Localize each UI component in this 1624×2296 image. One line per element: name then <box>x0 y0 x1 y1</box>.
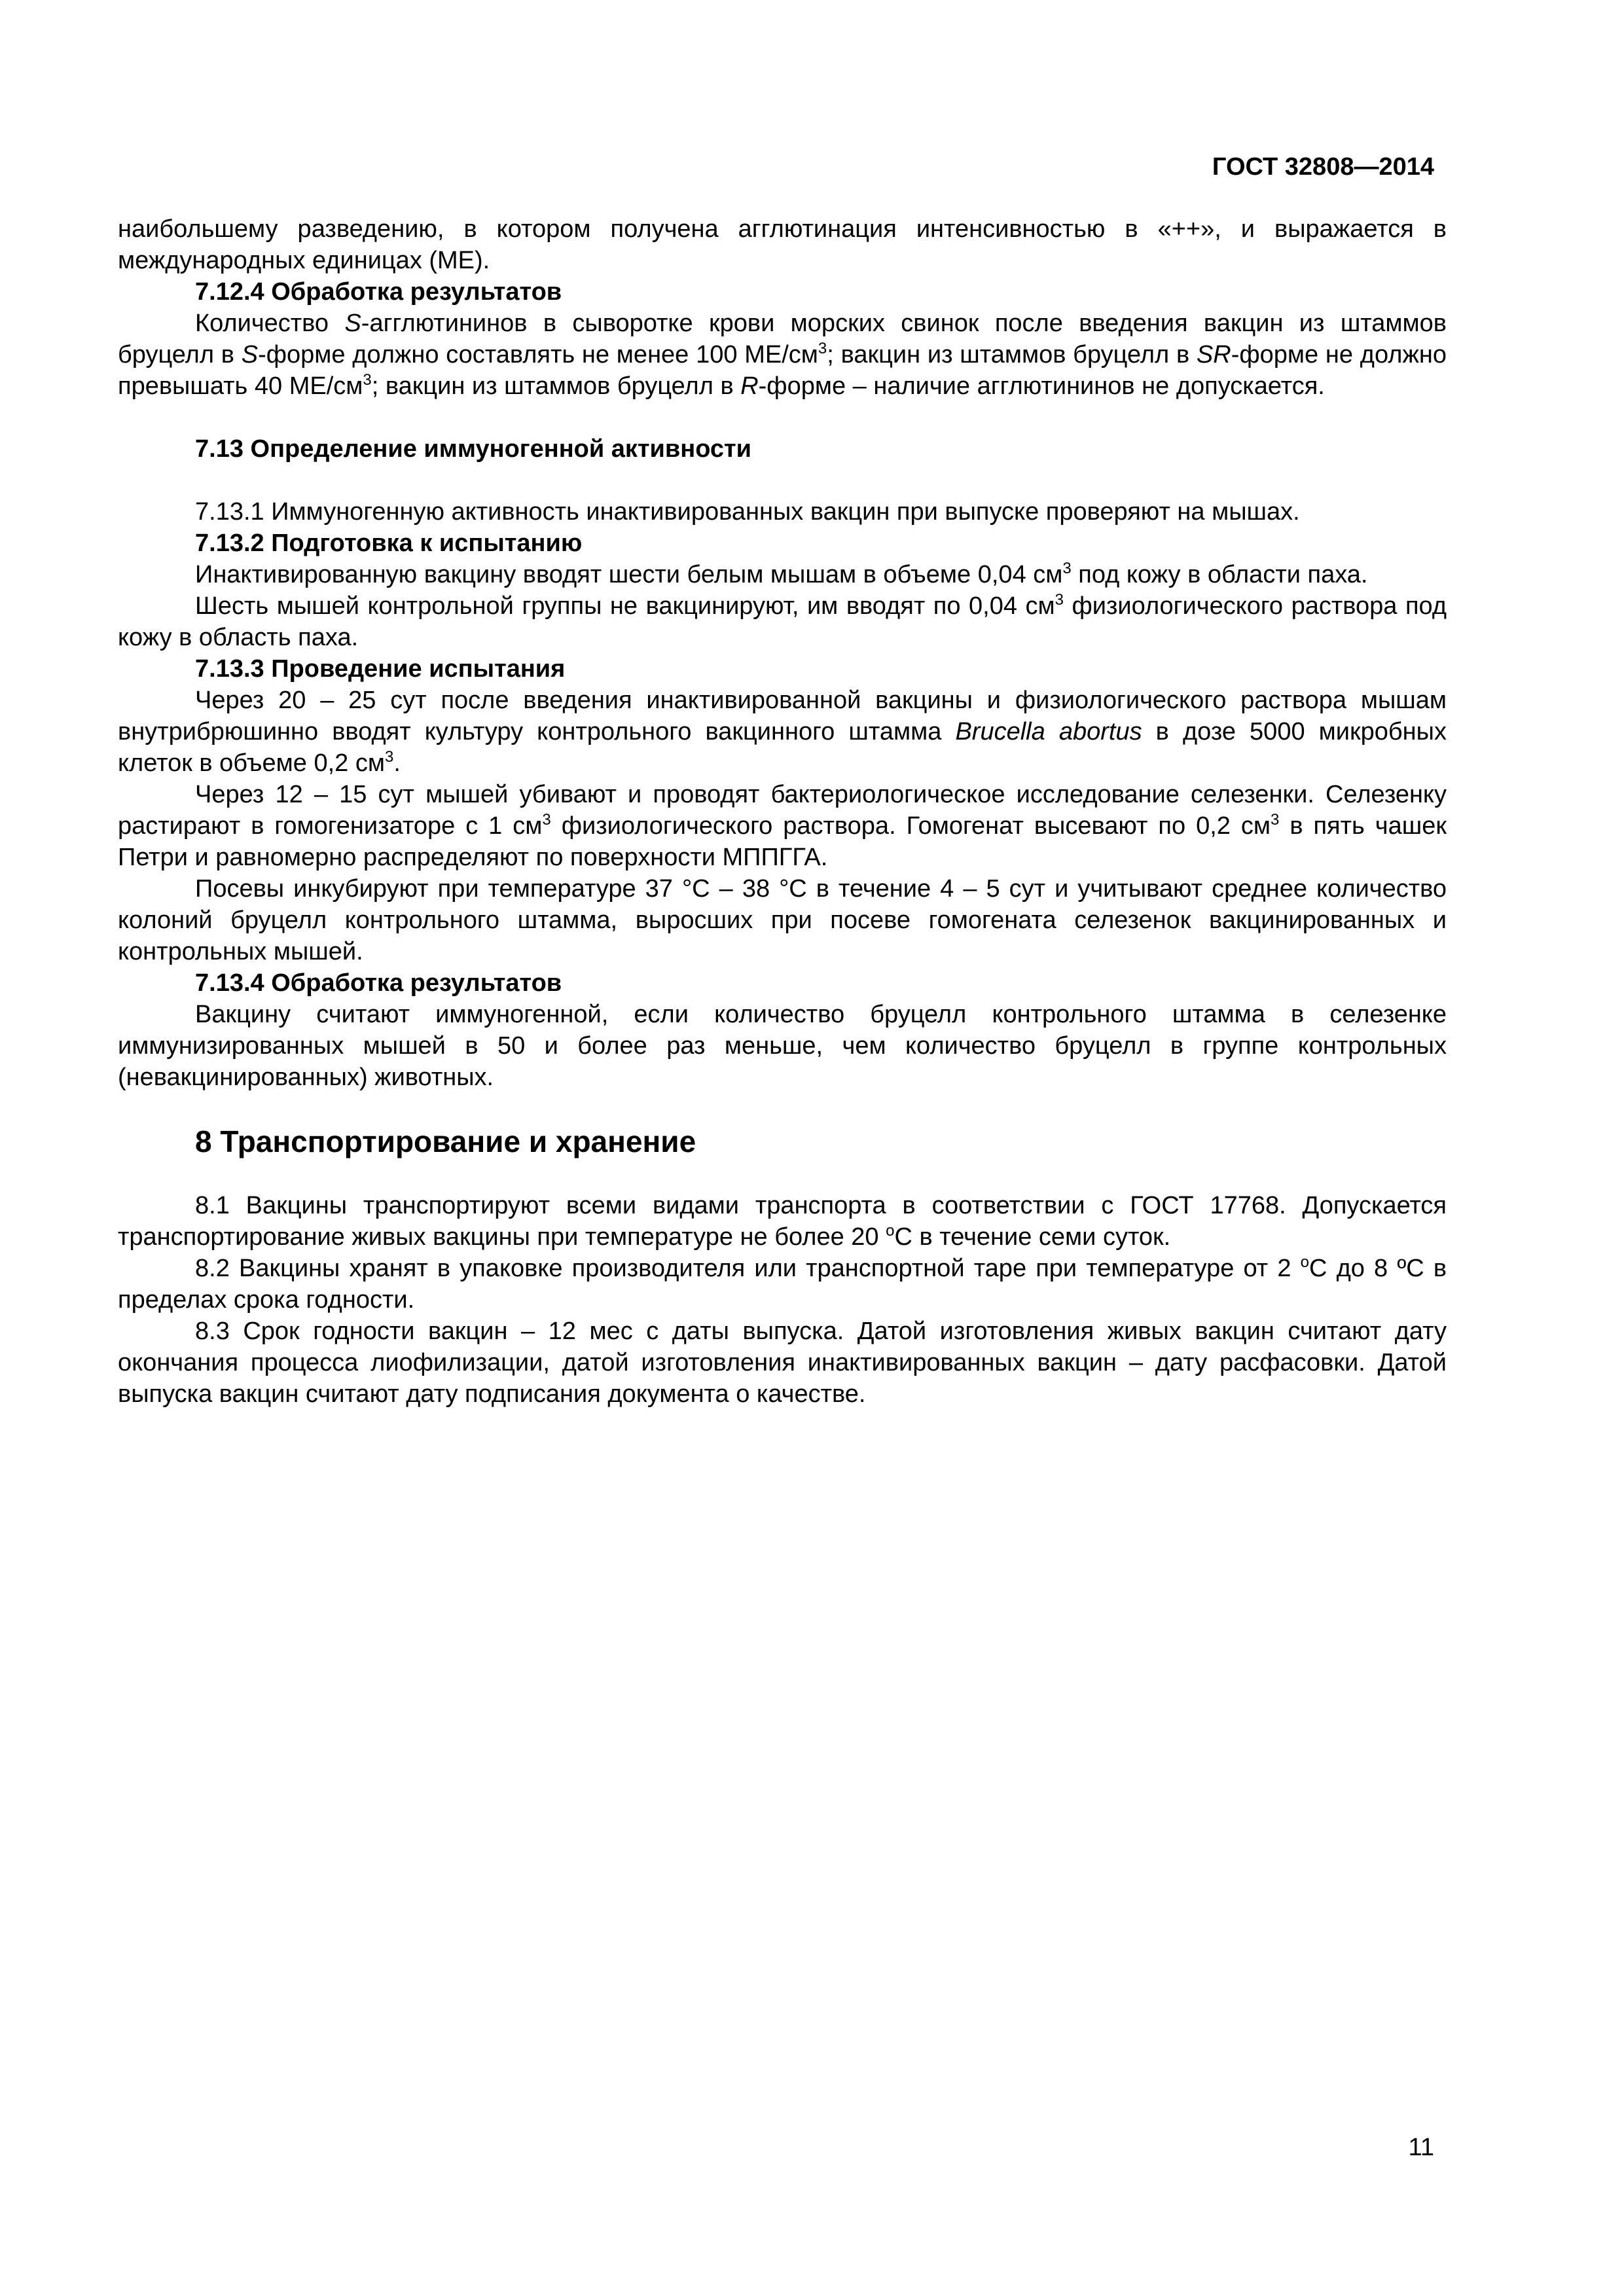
superscript: о <box>886 1222 895 1240</box>
superscript: 3 <box>1271 811 1280 829</box>
text-run: Инактивированную вакцину вводят шести белым мышам в объеме 0,04 см <box>195 561 1063 588</box>
superscript: 3 <box>363 371 372 389</box>
italic-sr-form: SR <box>1196 341 1231 368</box>
paragraph-agglutinin-count <box>118 308 1447 402</box>
text-run: Количество <box>195 310 345 337</box>
superscript: 3 <box>1055 591 1064 609</box>
text-run: С в течение семи суток. <box>894 1223 1171 1251</box>
paragraph-incubation: Посевы инкубируют при температуре 37 °С – 38 °С в течение 4 – 5 сут и учитывают среднее количество колоний бруцелл контрольного штамма, выросших при посеве гомогената селезенок вакцинированных и контрольных мышей. <box>118 875 1447 965</box>
superscript: 3 <box>542 811 551 829</box>
text-run: в пять чашек Петри и равномерно распределяют по поверхности МППГГА. <box>118 812 1447 871</box>
italic-r-form: R <box>740 372 759 400</box>
text-run: физиологического раствора. Гомогенат высевают по 0,2 см <box>550 812 1271 840</box>
text-run: . <box>393 749 401 777</box>
paragraph-8-2 <box>118 1253 1447 1316</box>
text-run: в дозе 5000 микробных клеток в объеме 0,2 см <box>118 718 1447 777</box>
paragraph-spleen-study <box>118 779 1447 873</box>
text-run: 8.1 Вакцины транспортируют всеми видами транспорта в соответствии с ГОСТ 17768. Допускается транспортирование живых вакцины при температуре не более 20 <box>118 1192 1447 1251</box>
spacer <box>118 402 1447 433</box>
spacer <box>118 465 1447 496</box>
text-run: -форме не должно превышать 40 МЕ/см <box>118 341 1447 400</box>
heading-7-12-4: 7.12.4 Обработка результатов <box>195 278 562 306</box>
paragraph-inactivated-dose <box>118 559 1447 590</box>
text-run: ; вакцин из штаммов бруцелл в <box>827 341 1197 368</box>
heading-7-13-2: 7.13.2 Подготовка к испытанию <box>195 529 583 557</box>
superscript: 3 <box>818 340 827 357</box>
heading-7-13-3: 7.13.3 Проведение испытания <box>195 655 566 683</box>
italic-s-form: S <box>241 341 259 368</box>
paragraph-8-3: 8.3 Срок годности вакцин – 12 мес с даты выпуска. Датой изготовления живых вакцин считают дату окончания процесса лиофилизации, датой изготовления инактивированных вакцин – дату расфасовки. Датой выпуска вакцин считают дату подписания документа о качестве. <box>118 1318 1447 1408</box>
text-run: С до 8 ºС в пределах срока годности. <box>118 1255 1447 1314</box>
text-run: под кожу в области паха. <box>1071 561 1368 588</box>
text-run: -агглютининов в сыворотке крови морских свинок после введения вакцин из штаммов бруцелл в <box>118 310 1447 368</box>
text-run: ; вакцин из штаммов бруцелл в <box>371 372 741 400</box>
paragraph-control-group <box>118 590 1447 653</box>
heading-7-13: 7.13 Определение иммуногенной активности <box>195 435 752 463</box>
text-run: -форме должно составлять не менее 100 МЕ/см <box>258 341 818 368</box>
text-run: 8.2 Вакцины хранят в упаковке производителя или транспортной таре при температуре от 2 <box>195 1255 1301 1282</box>
paragraph-agglutination-end: наибольшему разведению, в котором получена агглютинация интенсивностью в «++», и выражается в международных единицах (МЕ). <box>118 215 1447 274</box>
page-number: 11 <box>1408 2134 1434 2161</box>
superscript: о <box>1300 1253 1310 1271</box>
heading-7-13-4: 7.13.4 Обработка результатов <box>195 969 562 997</box>
species-name: Brucella abortus <box>955 718 1142 745</box>
superscript: 3 <box>384 748 394 766</box>
page-content <box>118 213 1447 1410</box>
superscript: 3 <box>1062 560 1072 577</box>
paragraph-challenge <box>118 685 1447 779</box>
paragraph-immunogenicity-criterion: Вакцину считают иммуногенной, если количество бруцелл контрольного штамма в селезенке иммунизированных мышей в 50 и более раз меньше, чем количество бруцелл в группе контрольных (невакцинированных) животных. <box>118 1001 1447 1091</box>
text-run: -форме – наличие агглютининов не допускается. <box>758 372 1325 400</box>
text-run: Через 20 – 25 сут после введения инактивированной вакцины и физиологического раствора мышам внутрибрюшинно вводят культуру контрольного вакцинного штамма <box>118 687 1447 745</box>
paragraph-8-1 <box>118 1190 1447 1253</box>
text-run: физиологического раствора под кожу в область паха. <box>118 592 1447 651</box>
italic-s-form: S <box>344 310 361 337</box>
paragraph-7-13-1: 7.13.1 Иммуногенную активность инактивированных вакцин при выпуске проверяют на мышах. <box>195 498 1300 526</box>
section-heading-8: 8 Транспортирование и хранение <box>195 1124 696 1158</box>
text-run: Шесть мышей контрольной группы не вакцинируют, им вводят по 0,04 см <box>195 592 1055 620</box>
standard-designation: ГОСТ 32808—2014 <box>1212 153 1434 181</box>
text-run: Через 12 – 15 сут мышей убивают и проводят бактериологическое исследование селезенки. Селезенку растирают в гомогенизаторе с 1 см <box>118 781 1447 840</box>
